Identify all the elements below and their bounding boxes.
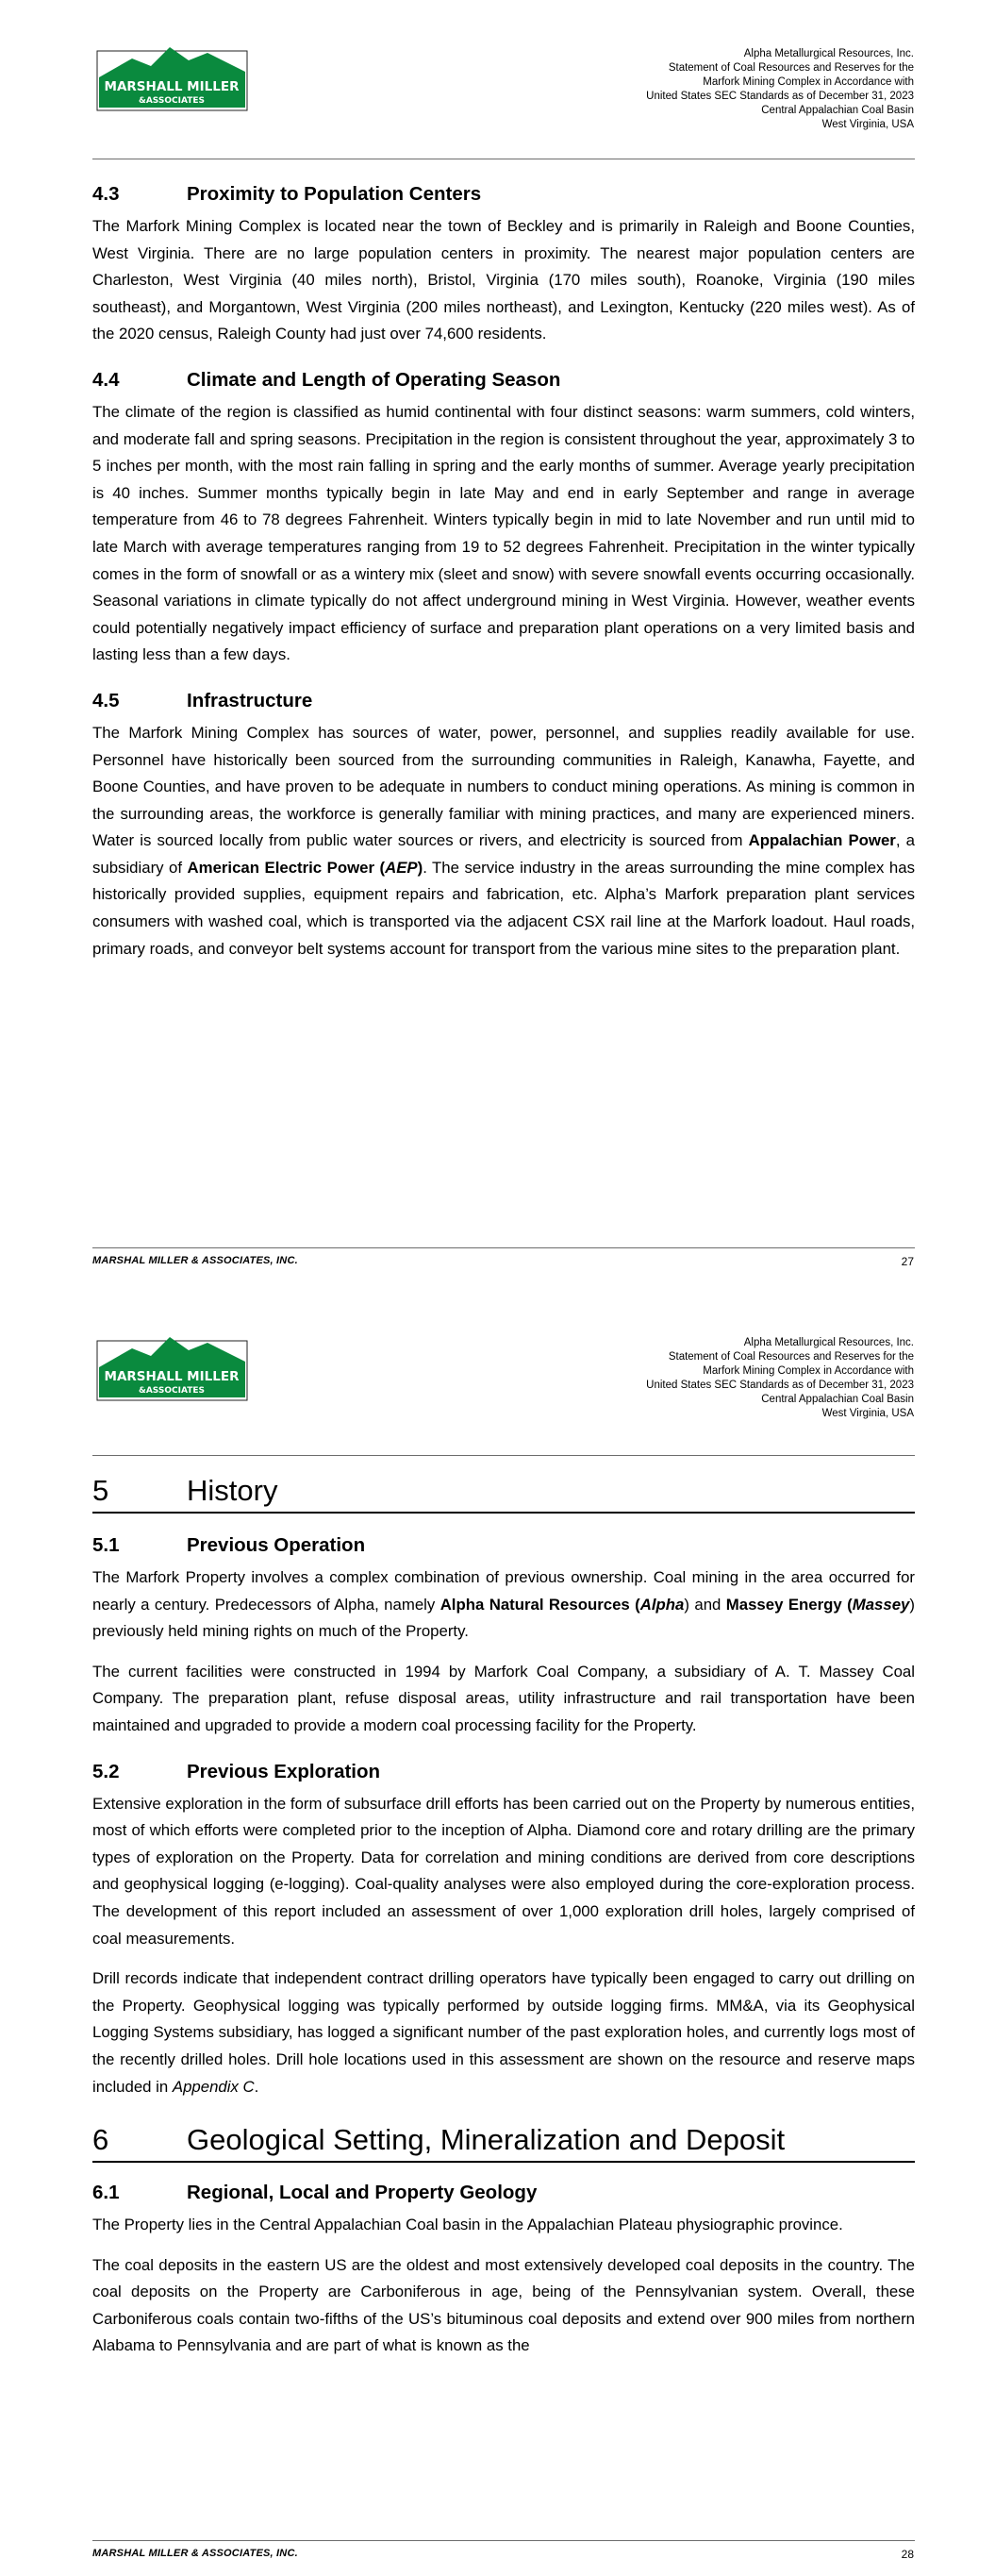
chapter-title: History: [187, 1474, 278, 1507]
section-heading-4-3: [92, 176, 915, 213]
header-line: Alpha Metallurgical Resources, Inc.: [743, 1337, 914, 1348]
footer-company: MARSHAL MILLER & ASSOCIATES, INC.: [92, 1255, 298, 1266]
header-line: Central Appalachian Coal Basin: [761, 1394, 914, 1405]
section-title: Previous Exploration: [187, 1760, 381, 1782]
section-heading-4-4: [92, 361, 915, 399]
footer-rule: [92, 2540, 915, 2541]
section-title: Previous Operation: [187, 1534, 366, 1556]
paragraph: The climate of the region is classified as humid continental with four distinct seasons: warm summers, cold winters, and moderate fall and spring seasons. Precipitation in the region is consistent throughout the year, approximately 3 to 5 inches per month, with the most rain falling in spring and the early months of summer. Average yearly precipitation is 40 inches. Summer months typically begin in late May and end in early September and range in average temperature from 46 to 78 degrees Fahrenheit. Winters typically begin in mid to late November and run until mid to late March with average temperatures ranging from 19 to 52 degrees Fahrenheit. Precipitation in the winter typically comes in the form of snowfall or as a wintery mix (sleet and snow) with severe snowfall events occurring occasionally. Seasonal variations in climate typically do not affect underground mining in West Virginia. However, weather events could potentially negatively impact efficiency of surface and preparation plant operations on a very limited basis and lasting less than a few days.: [92, 402, 915, 664]
header-line: Marfork Mining Complex in Accordance with: [703, 76, 914, 88]
paragraph: The Marfork Mining Complex has sources of water, power, personnel, and supplies readily available for use. Personnel have historically been sourced from the surrounding communities in Raleigh, Kanawha, Fayette, and Boone Counties, and have proven to be adequate in numbers to conduct mining operations. As mining is common in the surrounding areas, the workforce is generally familiar with mining practices, and many are experienced miners. Water is sourced locally from public water sources or rivers, and electricity is sourced from Appalachian Power, a subsidiary of American Electric Power (AEP). The service industry in the areas surrounding the mine complex has historically provided supplies, equipment repairs and fabrication, etc. Alpha’s Marfork preparation plant services consumers with washed coal, which is transported via the adjacent CSX rail line at the Marfork loadout. Haul roads, primary roads, and conveyor belt systems account for transport from the various mine sites to the preparation plant.: [92, 723, 915, 958]
header-line: Statement of Coal Resources and Reserves for the: [668, 1351, 914, 1363]
paragraph: The Property lies in the Central Appalachian Coal basin in the Appalachian Plateau physiographic province.: [92, 2216, 843, 2234]
bold-term: Appalachian Power: [748, 831, 896, 850]
page-content: [92, 1470, 915, 2360]
bold-term: American Electric Power: [187, 858, 374, 877]
bold-term: Alpha Natural Resources: [439, 1595, 630, 1614]
paragraph: Extensive exploration in the form of subsurface drill efforts has been carried out on the Property by numerous entities, most of which efforts were completed prior to the inception of Alpha. Diamond core and rotary drilling are the primary types of exploration on the Property. Data for correlation and mining conditions are derived from core descriptions and geophysical logging (e-logging). Coal-quality analyses were also employed during the core-exploration process. The development of this report included an assessment of over 1,000 exploration drill holes, largely comprised of coal measurements.: [92, 1794, 915, 1948]
logo-text-top: MARSHALL MILLER: [104, 79, 240, 94]
italic-reference: Appendix C: [172, 2077, 255, 2096]
section-number: 4.4: [92, 368, 120, 391]
section-number: 4.3: [92, 183, 120, 205]
header-line: United States SEC Standards as of December 31, 2023: [646, 1380, 914, 1391]
section-number: 6.1: [92, 2182, 120, 2204]
header-line: Alpha Metallurgical Resources, Inc.: [743, 48, 914, 59]
mma-logo: [94, 40, 250, 113]
header-line: West Virginia, USA: [821, 1408, 914, 1419]
bold-italic-term: Alpha: [639, 1595, 685, 1614]
section-heading-5-1: [92, 1527, 915, 1564]
page-28: [0, 1295, 995, 2576]
chapter-title: Geological Setting, Mineralization and Deposit: [187, 2123, 786, 2157]
chapter-number: 5: [92, 1474, 109, 1507]
section-number: 5.2: [92, 1760, 120, 1782]
section-title: Regional, Local and Property Geology: [187, 2182, 538, 2204]
header-line: Central Appalachian Coal Basin: [761, 105, 914, 116]
paragraph: The Marfork Mining Complex is located near the town of Beckley and is primarily in Raleigh and Boone Counties, West Virginia. There are no large population centers in proximity. The nearest major population centers are Charleston, West Virginia (40 miles north), Bristol, Virginia (170 miles south), Roanoke, Virginia (190 miles southeast), and Morgantown, West Virginia (200 miles northeast), and Lexington, Kentucky (220 miles west). As of the 2020 census, Raleigh County had just over 74,600 residents.: [92, 217, 915, 343]
page-number: 27: [901, 1255, 914, 1268]
footer-rule: [92, 1247, 915, 1248]
header-rule: [92, 1455, 915, 1456]
paragraph: The Marfork Property involves a complex combination of previous ownership. Coal mining in the area occurred for nearly a century. Predecessors of Alpha, namely Alpha Natural Resources (Alpha) and Massey Energy (Massey) previously held mining rights on much of the Property.: [92, 1568, 915, 1641]
chapter-number: 6: [92, 2123, 109, 2157]
section-heading-5-2: [92, 1753, 915, 1791]
logo-text-top: MARSHALL MILLER: [104, 1369, 240, 1384]
header-line: Marfork Mining Complex in Accordance with: [703, 1365, 914, 1377]
mma-logo: [94, 1330, 250, 1403]
header-block: [646, 1336, 914, 1421]
paragraph: The coal deposits in the eastern US are the oldest and most extensively developed coal deposits in the country. The coal deposits on the Property are Carboniferous in age, being of the Pennsylvanian system. Overall, these Carboniferous coals contain two-fifths of the US’s bituminous coal deposits and extend over 900 miles from northern Alabama to Pennsylvania and are part of what is known as the: [92, 2255, 915, 2355]
section-number: 4.5: [92, 689, 120, 711]
section-title: Infrastructure: [187, 689, 313, 711]
header-line: West Virginia, USA: [821, 119, 914, 130]
header-block: [646, 47, 914, 132]
bold-term: Massey Energy: [725, 1595, 842, 1614]
header-line: United States SEC Standards as of December 31, 2023: [646, 91, 914, 102]
section-number: 5.1: [92, 1534, 120, 1556]
logo-text-bottom: &ASSOCIATES: [138, 1386, 206, 1396]
chapter-heading-6: [92, 2119, 915, 2163]
page-content: [92, 176, 915, 962]
section-heading-6-1: [92, 2174, 915, 2212]
paragraph: The current facilities were constructed in 1994 by Marfork Coal Company, a subsidiary of A. T. Massey Coal Company. The preparation plant, refuse disposal areas, utility infrastructure and rail transportation have been maintained and upgraded to provide a modern coal processing facility for the Property.: [92, 1662, 915, 1734]
footer-company: MARSHAL MILLER & ASSOCIATES, INC.: [92, 2548, 298, 2559]
header-line: Statement of Coal Resources and Reserves for the: [668, 62, 914, 74]
paragraph: Drill records indicate that independent contract drilling operators have typically been engaged to carry out drilling on the Property. Geophysical logging was typically performed by outside logging firms. MM&A, via its Geophysical Logging Systems subsidiary, has logged a significant number of the past exploration holes, and currently logs most of the recently drilled holes. Drill hole locations used in this assessment are shown on the resource and reserve maps included in Appendix C.: [92, 1969, 915, 2096]
logo-text-bottom: &ASSOCIATES: [138, 96, 206, 106]
section-title: Climate and Length of Operating Season: [187, 368, 561, 391]
section-title: Proximity to Population Centers: [187, 183, 482, 205]
page-number: 28: [901, 2548, 914, 2561]
chapter-heading-5: [92, 1470, 915, 1514]
bold-italic-term: AEP: [385, 858, 418, 877]
section-heading-4-5: [92, 682, 915, 720]
bold-italic-term: Massey: [852, 1595, 910, 1614]
